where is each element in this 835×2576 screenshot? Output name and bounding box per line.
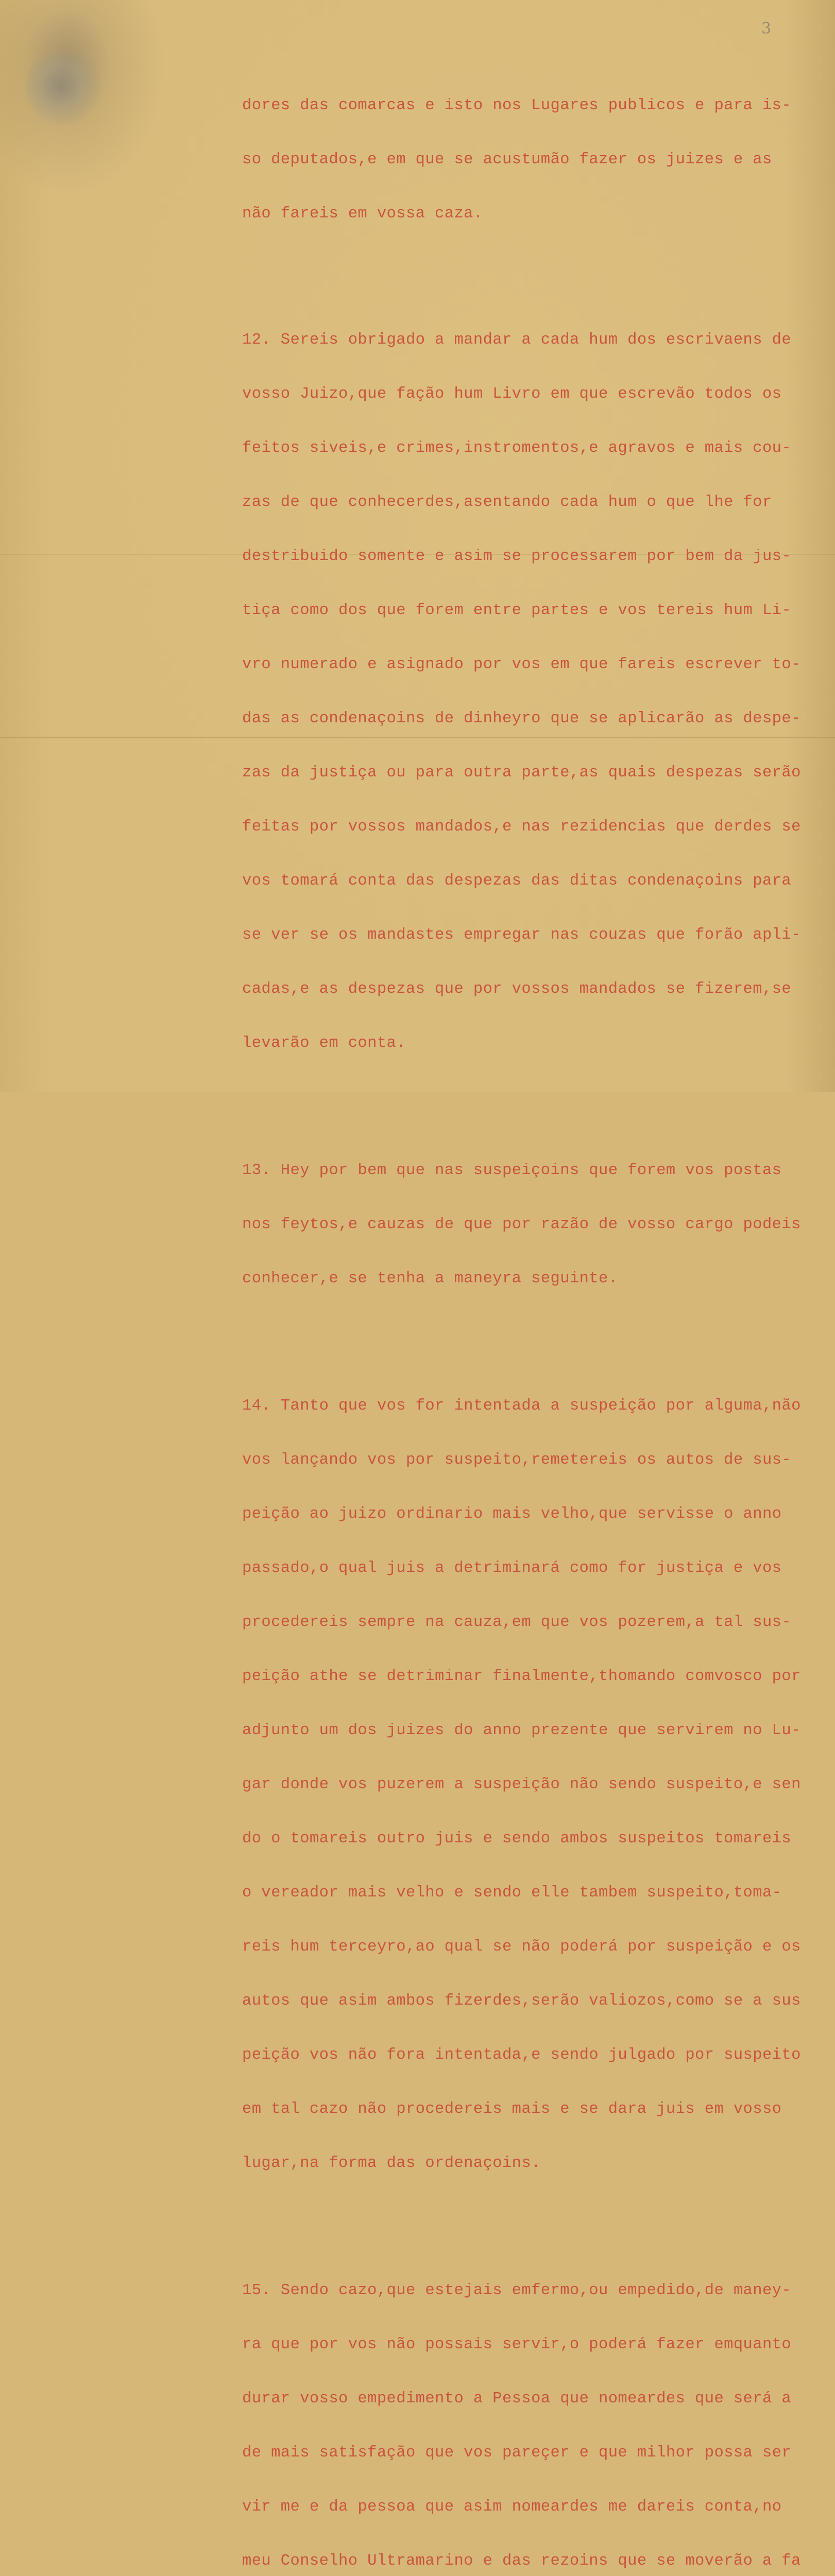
text-line: ra que por vos não possais servir,o poderá fazer emquanto	[242, 2336, 792, 2353]
text-line: das as condenaçoins de dinheyro que se aplicarão as despe-	[242, 710, 801, 727]
paragraph-12	[242, 295, 822, 1089]
text-line: lugar,na forma das ordenaçoins.	[242, 2155, 541, 2172]
text-line: 15. Sendo cazo,que estejais emfermo,ou empedido,de maney-	[242, 2282, 792, 2299]
text-line: do o tomareis outro juis e sendo ambos suspeitos tomareis	[242, 1830, 792, 1848]
text-line: nos feytos,e cauzas de que por razão de vosso cargo podeis	[242, 1216, 801, 1233]
text-line: procedereis sempre na cauza,em que vos pozerem,a tal sus-	[242, 1614, 792, 1631]
text-line: gar donde vos puzerem a suspeição não sendo suspeito,e sen	[242, 1776, 801, 1793]
text-line: vir me e da pessoa que asim nomeardes me dareis conta,no	[242, 2498, 782, 2516]
text-line: de mais satisfação que vos pareçer e que milhor possa ser	[242, 2444, 792, 2462]
text-line: zas da justiça ou para outra parte,as quais despezas serão	[242, 764, 801, 782]
text-line: reis hum terceyro,ao qual se não poderá por suspeição e os	[242, 1938, 801, 1956]
text-line: vosso Juizo,que fação hum Livro em que escrevão todos os	[242, 385, 782, 403]
text-line: passado,o qual juis a detriminará como for justiça e vos	[242, 1560, 782, 1577]
text-line: feitas por vossos mandados,e nas rezidencias que derdes se	[242, 818, 801, 836]
text-line: tiça como dos que forem entre partes e vos tereis hum Li-	[242, 602, 792, 619]
text-line: peição athe se detriminar finalmente,thomando comvosco por	[242, 1668, 801, 1685]
text-line: adjunto um dos juizes do anno prezente que servirem no Lu-	[242, 1722, 801, 1739]
text-line: o vereador mais velho e sendo elle tambem suspeito,toma-	[242, 1884, 782, 1902]
text-line: peição ao juizo ordinario mais velho,que servisse o anno	[242, 1505, 782, 1523]
text-line: peição vos não fora intentada,e sendo julgado por suspeito	[242, 2046, 801, 2064]
document-body	[242, 61, 822, 2576]
paragraph-13	[242, 1126, 822, 1324]
text-line: vos lançando vos por suspeito,remetereis os autos de sus-	[242, 1451, 792, 1469]
text-line: cadas,e as despezas que por vossos mandados se fizerem,se	[242, 980, 792, 998]
text-line: durar vosso empedimento a Pessoa que nomeardes que será a	[242, 2390, 792, 2408]
paragraph-14	[242, 1361, 822, 2209]
page-number: 3	[761, 20, 772, 38]
paper-stain	[26, 52, 103, 129]
text-line: destribuido somente e asim se processarem por bem da jus-	[242, 548, 792, 565]
text-line: dores das comarcas e isto nos Lugares publicos e para is-	[242, 97, 792, 114]
text-line: levarão em conta.	[242, 1035, 406, 1052]
text-line: zas de que conhecerdes,asentando cada hum o que lhe for	[242, 494, 772, 511]
text-line: meu Conselho Ultramarino e das rezoins que se moverão a fa	[242, 2552, 801, 2570]
paragraph-intro	[242, 61, 822, 259]
paragraph-15	[242, 2246, 822, 2576]
text-line: so deputados,e em que se acustumão fazer os juizes e as	[242, 151, 772, 168]
text-line: em tal cazo não procedereis mais e se dara juis em vosso	[242, 2100, 782, 2118]
text-line: feitos siveis,e crimes,instromentos,e agravos e mais cou-	[242, 439, 792, 457]
text-line: autos que asim ambos fizerdes,serão valiozos,como se a sus	[242, 1992, 801, 2010]
text-line: 13. Hey por bem que nas suspeiçoins que forem vos postas	[242, 1162, 782, 1179]
text-line: conhecer,e se tenha a maneyra seguinte.	[242, 1270, 618, 1287]
text-line: vos tomará conta das despezas das ditas condenaçoins para	[242, 872, 792, 890]
text-line: não fareis em vossa caza.	[242, 205, 483, 223]
text-line: 14. Tanto que vos for intentada a suspeição por alguma,não	[242, 1397, 801, 1415]
text-line: 12. Sereis obrigado a mandar a cada hum dos escrivaens de	[242, 331, 792, 349]
text-line: vro numerado e asignado por vos em que fareis escrever to-	[242, 656, 801, 673]
text-line: se ver se os mandastes empregar nas couzas que forão apli-	[242, 926, 801, 944]
